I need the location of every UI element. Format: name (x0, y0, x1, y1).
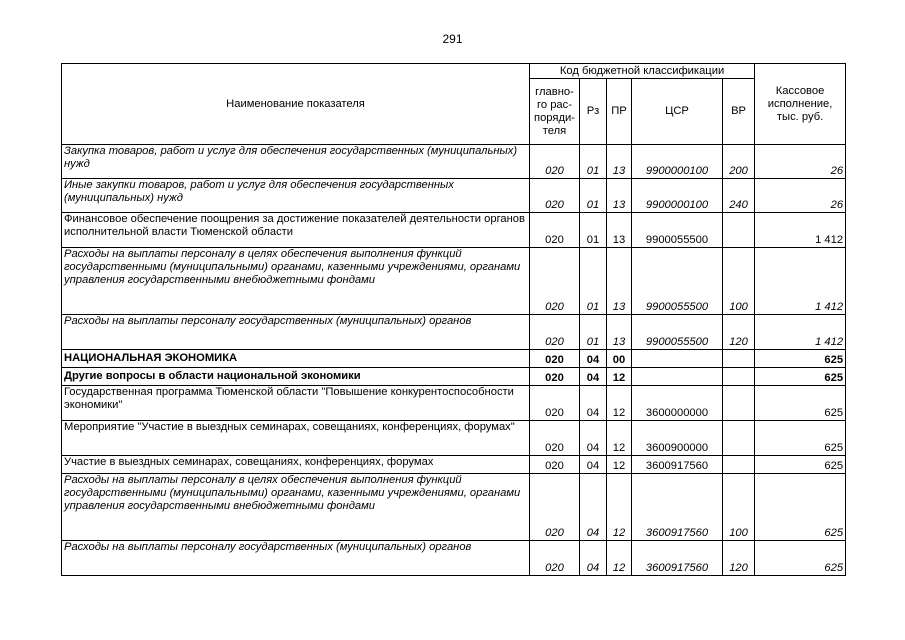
row-rz: 04 (580, 474, 607, 541)
row-name: Другие вопросы в области национальной экономики (62, 368, 530, 386)
table-body (62, 145, 846, 576)
row-rz: 04 (580, 368, 607, 386)
row-gr: 020 (530, 368, 580, 386)
row-gr: 020 (530, 541, 580, 576)
row-csr: 9900000100 (632, 179, 723, 213)
row-amount: 1 412 (755, 315, 846, 350)
header-pr: ПР (607, 79, 632, 145)
row-rz: 04 (580, 386, 607, 421)
row-pr: 13 (607, 248, 632, 315)
row-vr (723, 456, 755, 474)
row-name: Финансовое обеспечение поощрения за достижение показателей деятельности органов исполнительной власти Тюменской области (62, 213, 530, 248)
row-rz: 04 (580, 421, 607, 456)
table-row (62, 386, 846, 421)
row-name: Расходы на выплаты персоналу государственных (муниципальных) органов (62, 315, 530, 350)
table-row (62, 541, 846, 576)
row-rz: 01 (580, 179, 607, 213)
row-csr: 3600917560 (632, 456, 723, 474)
row-csr: 3600900000 (632, 421, 723, 456)
row-amount: 625 (755, 456, 846, 474)
row-gr: 020 (530, 456, 580, 474)
row-csr: 9900055500 (632, 315, 723, 350)
table-row (62, 474, 846, 541)
row-vr: 100 (723, 474, 755, 541)
row-amount: 625 (755, 350, 846, 368)
row-amount: 625 (755, 541, 846, 576)
row-rz: 01 (580, 213, 607, 248)
table-row (62, 421, 846, 456)
row-vr: 100 (723, 248, 755, 315)
row-csr (632, 368, 723, 386)
row-pr: 12 (607, 368, 632, 386)
table-row (62, 350, 846, 368)
row-csr: 3600917560 (632, 541, 723, 576)
row-rz: 01 (580, 315, 607, 350)
row-vr: 120 (723, 315, 755, 350)
table-row (62, 248, 846, 315)
row-amount: 625 (755, 474, 846, 541)
row-vr (723, 421, 755, 456)
row-pr: 13 (607, 315, 632, 350)
row-rz: 01 (580, 248, 607, 315)
row-csr: 9900055500 (632, 213, 723, 248)
row-pr: 12 (607, 421, 632, 456)
table-header (62, 64, 846, 145)
row-vr: 240 (723, 179, 755, 213)
row-name: Расходы на выплаты персоналу в целях обеспечения выполнения функций государственными (муниципальными) органами, казенными учреждениями, органами управления государственными внебюджетными фондами (62, 248, 530, 315)
row-name: Иные закупки товаров, работ и услуг для обеспечения государственных (муниципальных) нужд (62, 179, 530, 213)
header-name: Наименование показателя (62, 64, 530, 145)
row-csr: 3600000000 (632, 386, 723, 421)
table-row (62, 315, 846, 350)
row-rz: 04 (580, 350, 607, 368)
row-name: НАЦИОНАЛЬНАЯ ЭКОНОМИКА (62, 350, 530, 368)
row-name: Участие в выездных семинарах, совещаниях, конференциях, форумах (62, 456, 530, 474)
row-gr: 020 (530, 213, 580, 248)
row-pr: 13 (607, 145, 632, 179)
row-csr: 9900055500 (632, 248, 723, 315)
header-csr: ЦСР (632, 79, 723, 145)
row-gr: 020 (530, 474, 580, 541)
row-gr: 020 (530, 145, 580, 179)
header-amount: Кассовое исполнение, тыс. руб. (755, 64, 846, 145)
row-csr: 3600917560 (632, 474, 723, 541)
header-code-group: Код бюджетной классификации (530, 64, 755, 79)
row-vr: 120 (723, 541, 755, 576)
row-rz: 04 (580, 541, 607, 576)
row-rz: 01 (580, 145, 607, 179)
row-vr (723, 368, 755, 386)
table-row (62, 179, 846, 213)
row-vr: 200 (723, 145, 755, 179)
row-pr: 12 (607, 541, 632, 576)
row-amount: 26 (755, 179, 846, 213)
row-vr (723, 386, 755, 421)
row-amount: 26 (755, 145, 846, 179)
header-gr: главно-го рас-поряди-теля (530, 79, 580, 145)
row-amount: 1 412 (755, 213, 846, 248)
table-row (62, 368, 846, 386)
page-number: 291 (442, 32, 463, 46)
row-amount: 625 (755, 386, 846, 421)
table-row (62, 456, 846, 474)
budget-table (61, 63, 846, 576)
row-name: Расходы на выплаты персоналу в целях обеспечения выполнения функций государственными (муниципальными) органами, казенными учреждениями, органами управления государственными внебюджетными фондами (62, 474, 530, 541)
table-row (62, 145, 846, 179)
row-gr: 020 (530, 350, 580, 368)
row-pr: 00 (607, 350, 632, 368)
row-pr: 12 (607, 386, 632, 421)
row-rz: 04 (580, 456, 607, 474)
table-row (62, 213, 846, 248)
row-csr: 9900000100 (632, 145, 723, 179)
row-amount: 625 (755, 368, 846, 386)
row-name: Государственная программа Тюменской области "Повышение конкурентоспособности экономики" (62, 386, 530, 421)
row-pr: 12 (607, 474, 632, 541)
row-amount: 625 (755, 421, 846, 456)
row-vr (723, 350, 755, 368)
row-csr (632, 350, 723, 368)
row-pr: 13 (607, 213, 632, 248)
row-vr (723, 213, 755, 248)
row-gr: 020 (530, 315, 580, 350)
row-name: Расходы на выплаты персоналу государственных (муниципальных) органов (62, 541, 530, 576)
row-gr: 020 (530, 421, 580, 456)
header-vr: ВР (723, 79, 755, 145)
row-gr: 020 (530, 248, 580, 315)
row-gr: 020 (530, 179, 580, 213)
header-rz: Рз (580, 79, 607, 145)
row-name: Мероприятие "Участие в выездных семинарах, совещаниях, конференциях, форумах" (62, 421, 530, 456)
row-name: Закупка товаров, работ и услуг для обеспечения государственных (муниципальных) нужд (62, 145, 530, 179)
row-amount: 1 412 (755, 248, 846, 315)
row-pr: 12 (607, 456, 632, 474)
row-gr: 020 (530, 386, 580, 421)
row-pr: 13 (607, 179, 632, 213)
